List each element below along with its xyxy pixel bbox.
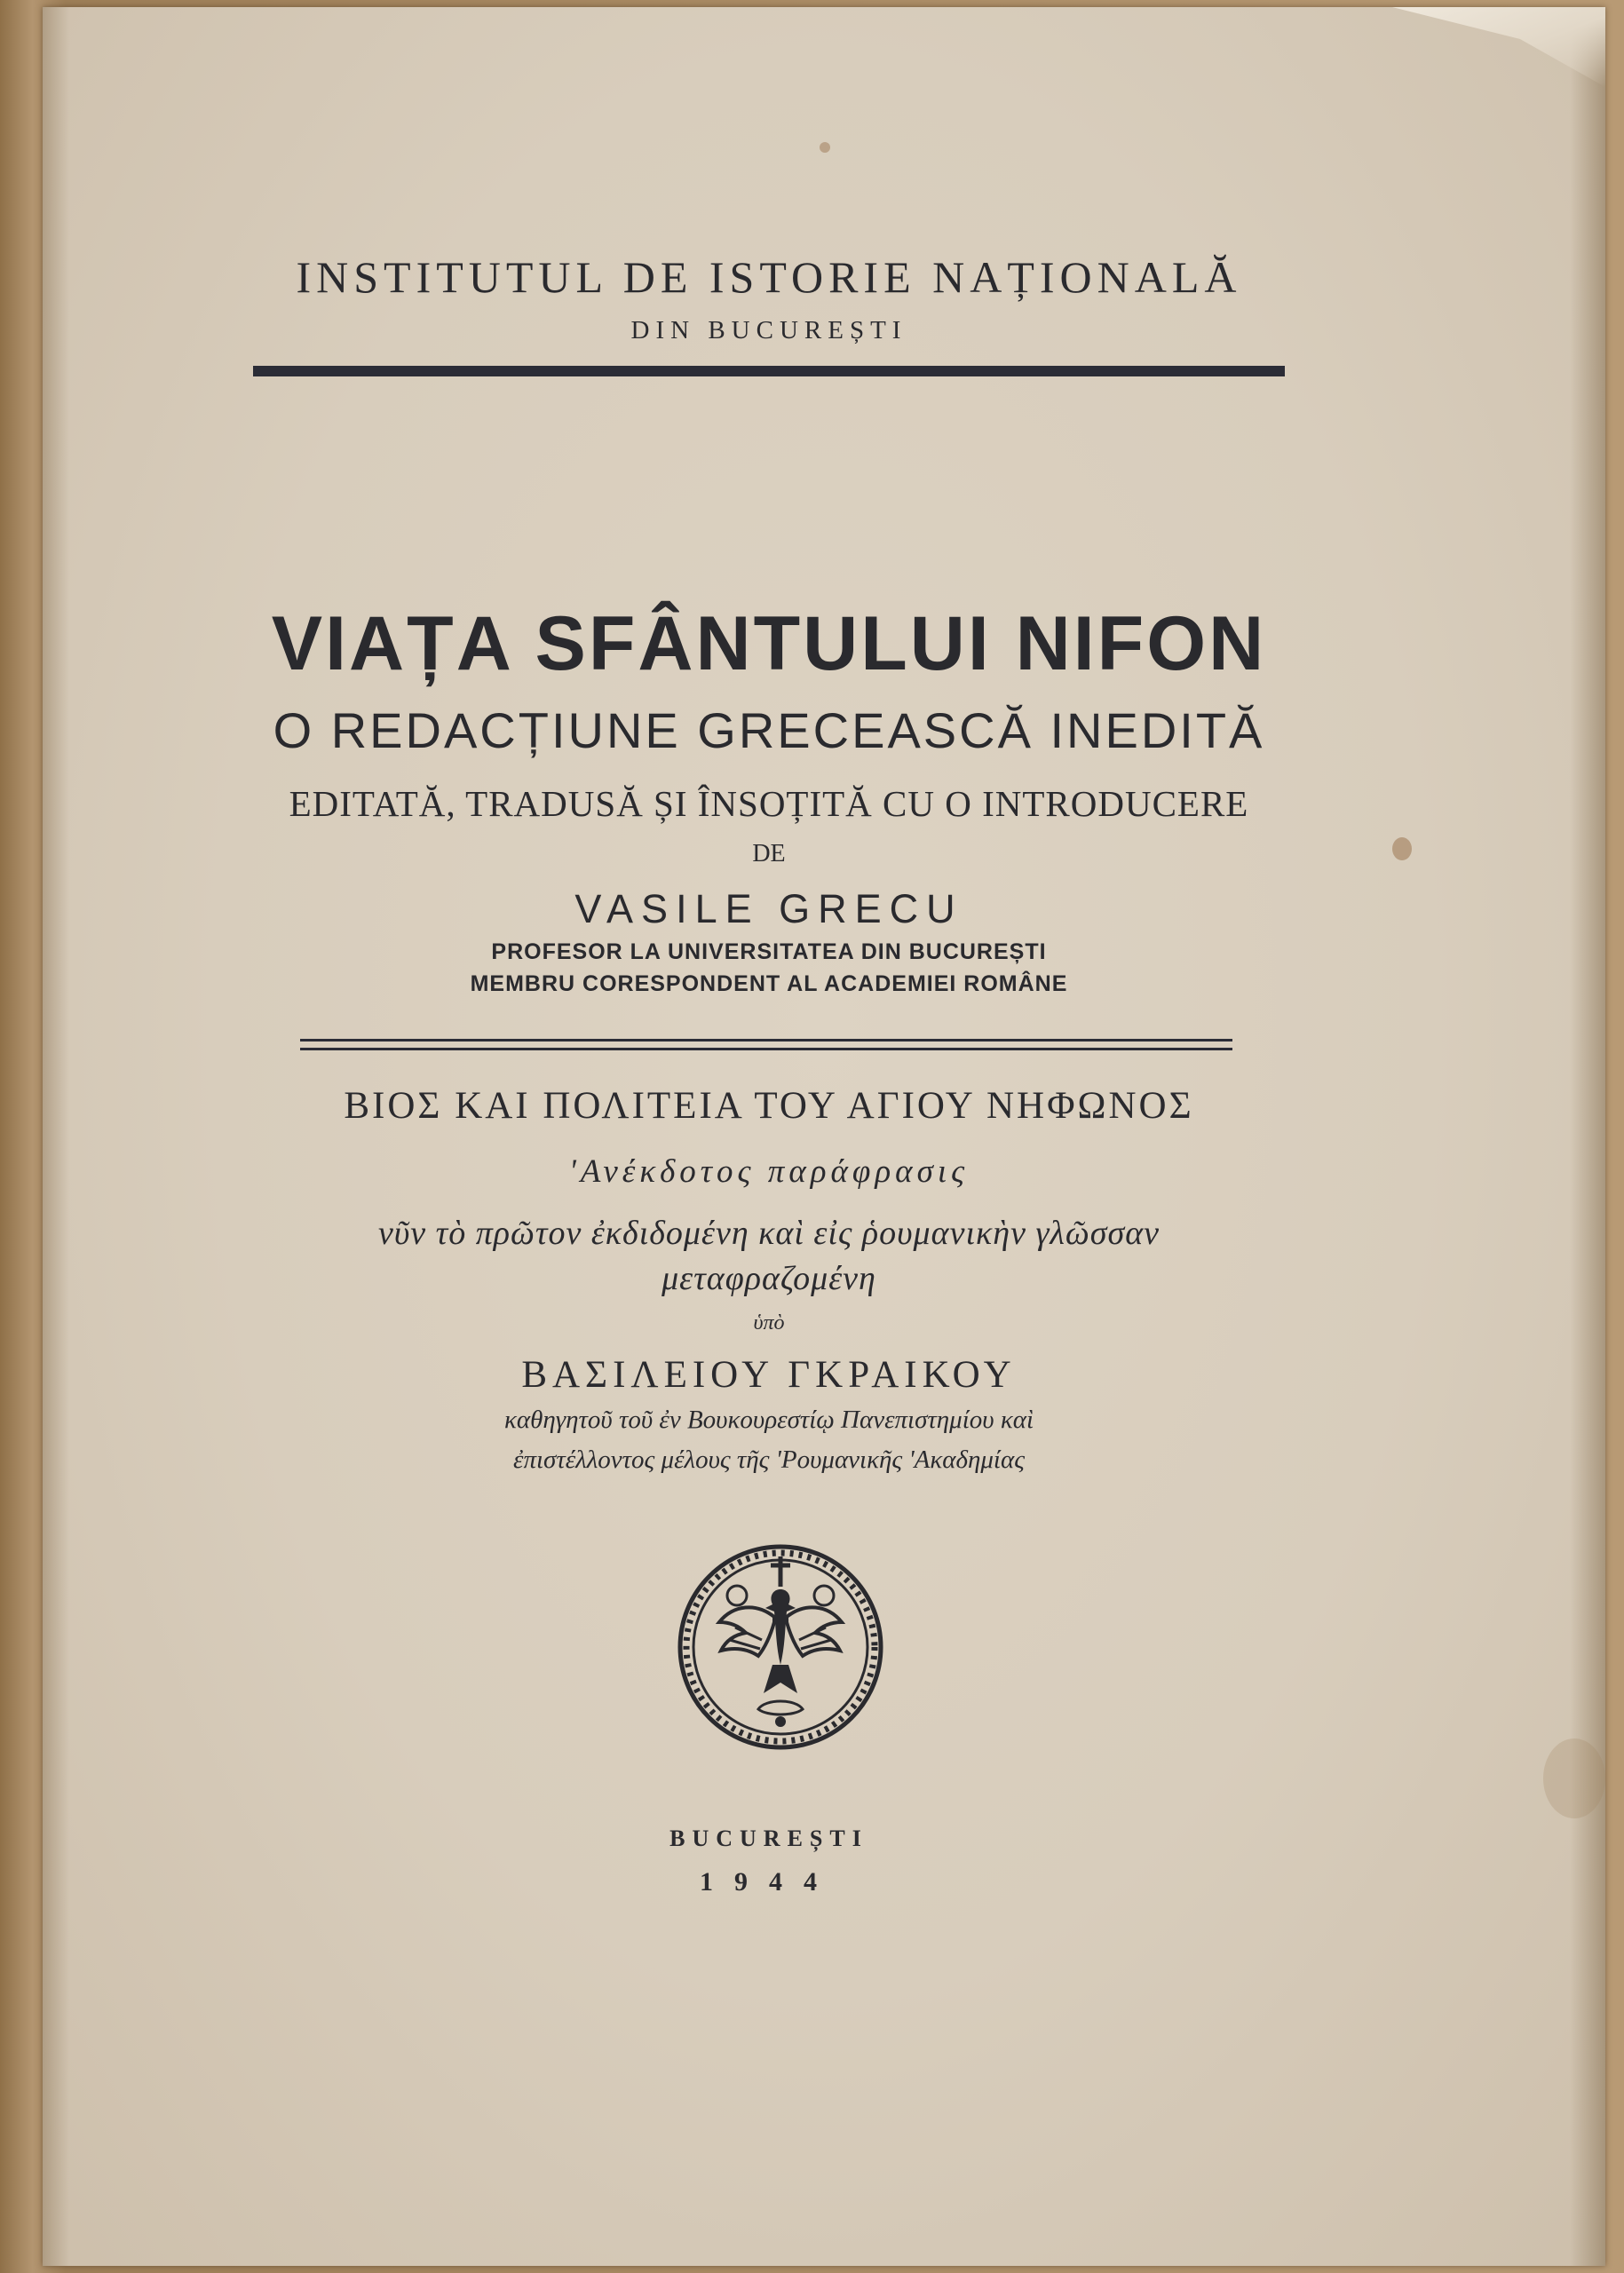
cover-shadow-right (1570, 7, 1605, 2266)
cover-shadow-left (43, 7, 69, 2266)
foxing-spot (820, 142, 830, 153)
book-cover (43, 7, 1605, 2266)
greek-line-2: μεταφραζομένη (661, 1260, 876, 1297)
greek-affiliation-2: ἐπιστέλλοντος μέλους τῆς 'Ρουμανικῆς 'Ακαδημίας (513, 1445, 1025, 1474)
author-affiliation-1: PROFESOR LA UNIVERSITATEA DIN BUCUREȘTI (491, 939, 1047, 964)
greek-subtitle: 'Ανέκδοτος παράφρασις (568, 1153, 970, 1190)
section-rule-top (300, 1039, 1232, 1041)
author-name: VASILE GRECU (574, 886, 963, 931)
by-label: DE (752, 840, 786, 867)
greek-line-1: νῦν τὸ πρῶτον ἐκδιδομένη καὶ εἰς ῥουμανικὴν γλῶσσαν (377, 1215, 1161, 1252)
book-subtitle: O REDACȚIUNE GRECEASCĂ INEDITĂ (273, 702, 1265, 758)
greek-author-name: ΒΑΣΙΛΕΙΟΥ ΓΚΡΑΙΚΟΥ (521, 1354, 1017, 1396)
eagle-with-cross-seal-icon (677, 1540, 884, 1754)
institute-name: INSTITUTUL DE ISTORIE NAȚIONALĂ (296, 252, 1242, 302)
section-rule-bottom (300, 1048, 1232, 1050)
greek-title: ΒΙΟΣ ΚΑΙ ΠΟΛΙΤΕΙΑ ΤΟΥ ΑΓΙΟΥ ΝΗΦΩΝΟΣ (344, 1085, 1194, 1127)
publication-year: 1944 (700, 1867, 838, 1897)
book-title: VIAȚA SFÂNTULUI NIFON (271, 601, 1267, 686)
greek-by-label: ὑπὸ (753, 1311, 785, 1334)
greek-affiliation-1: καθηγητοῦ τοῦ ἐν Βουκουρεστίῳ Πανεπιστημίου καὶ (503, 1406, 1034, 1434)
author-affiliation-2: MEMBRU CORESPONDENT AL ACADEMIEI ROMÂNE (470, 971, 1068, 996)
publication-place: BUCUREȘTI (669, 1826, 868, 1851)
foxing-spot (1392, 837, 1412, 860)
foxing-spot (1543, 1738, 1605, 1818)
institute-city: DIN BUCUREȘTI (630, 316, 907, 345)
edition-note: EDITATĂ, TRADUSĂ ȘI ÎNSOȚITĂ CU O INTRODUCERE (289, 783, 1249, 824)
header-rule (253, 366, 1285, 376)
